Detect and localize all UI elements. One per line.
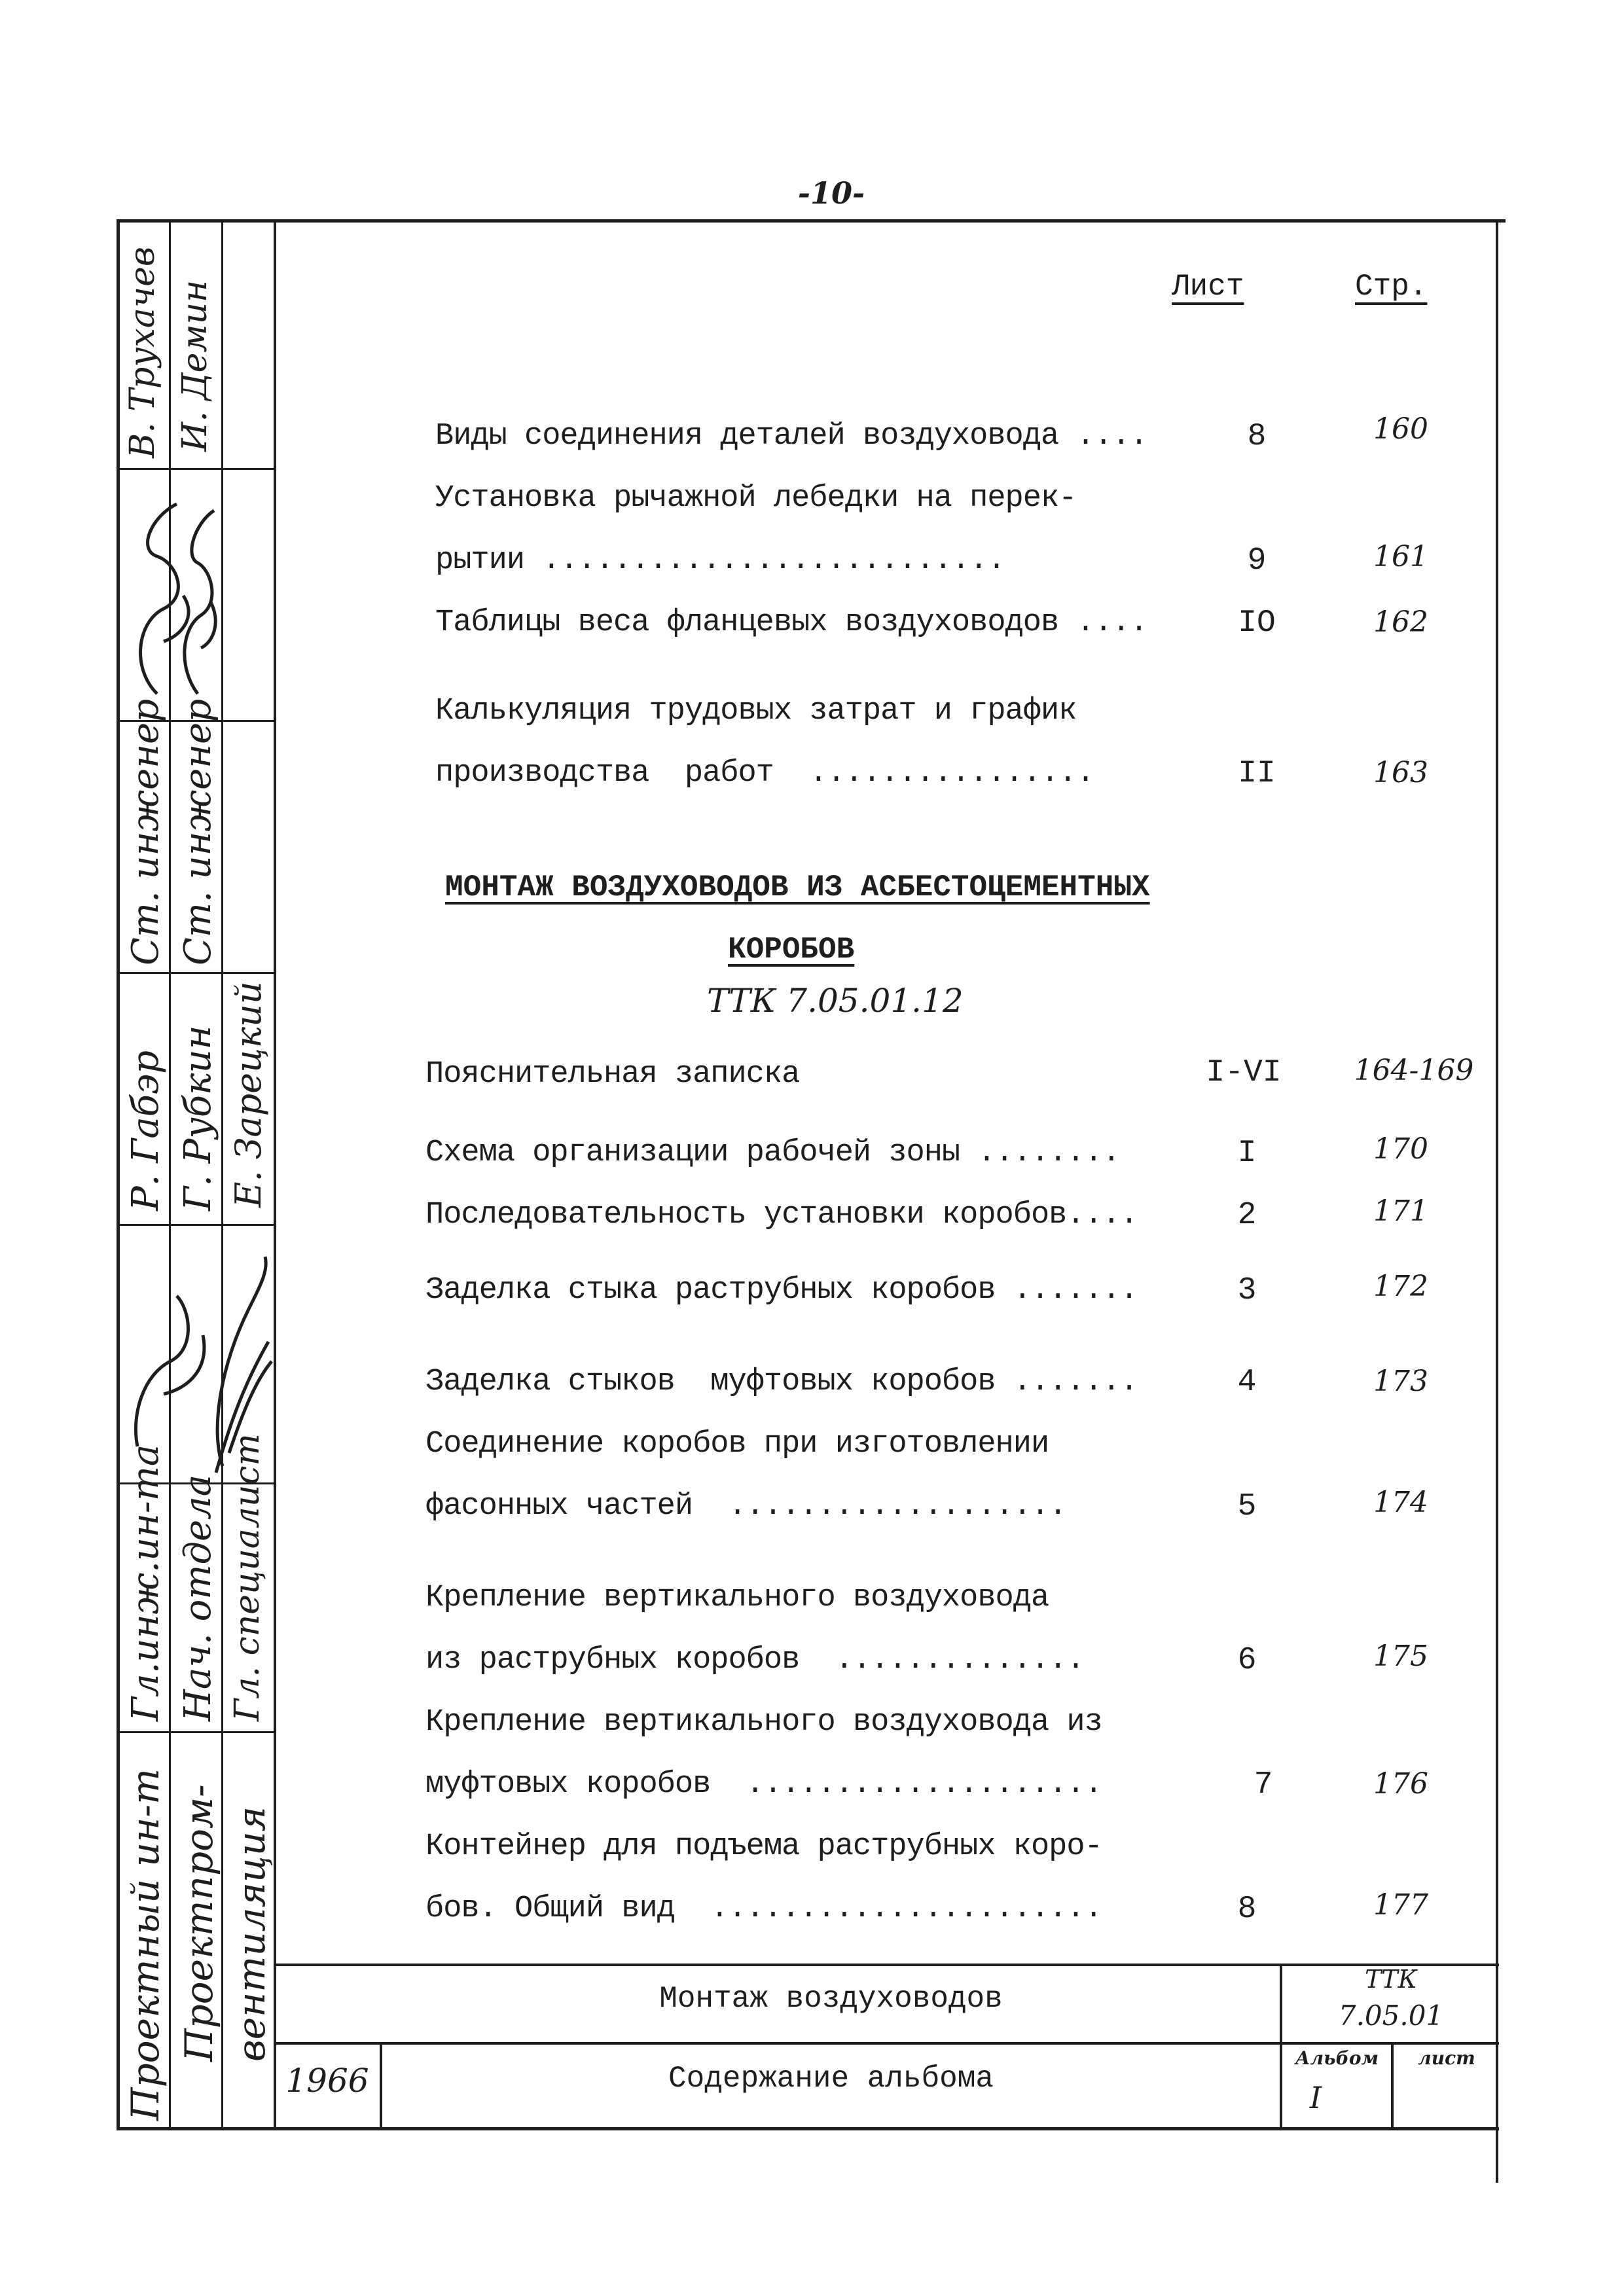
toc-row-title: бов. Общий вид ...................... xyxy=(425,1892,1102,1926)
title-block-year: 1966 xyxy=(285,2062,369,2100)
toc-row-sheet: I-VI xyxy=(1206,1055,1282,1090)
stamp-sep xyxy=(118,1224,275,1226)
toc-row-title: Последовательность установки коробов.... xyxy=(425,1198,1138,1232)
stamp-sep xyxy=(118,1731,275,1733)
toc-row-title: фасонных частей ................... xyxy=(425,1489,1067,1524)
title-block-album-sep xyxy=(1391,2042,1394,2130)
toc-row-sheet: 8 xyxy=(1247,419,1267,454)
toc-row-page: 176 xyxy=(1373,1767,1428,1801)
toc-row-title: из раструбных коробов .............. xyxy=(425,1643,1085,1677)
stamp-role: Ст. инженер xyxy=(177,698,219,965)
toc-row-sheet: 4 xyxy=(1237,1365,1257,1400)
toc-row-page: 177 xyxy=(1373,1888,1428,1922)
title-block-code-label: ТТК xyxy=(1364,1965,1418,1994)
toc-row-title: Установка рычажной лебедки на перек- xyxy=(435,481,1077,516)
toc-row-sheet: I xyxy=(1237,1136,1257,1171)
toc-row-page: 161 xyxy=(1373,540,1428,573)
title-block-album: I xyxy=(1309,2080,1322,2115)
toc-row-title: Схема организации рабочей зоны ........ xyxy=(425,1136,1120,1170)
stamp-name: И. Демин xyxy=(175,279,215,452)
section-title-line1: МОНТАЖ ВОЗДУХОВОДОВ ИЗ АСБЕСТОЦЕМЕНТНЫХ xyxy=(445,870,1150,905)
stamp-role: Гл. специалист xyxy=(228,1433,267,1721)
toc-row-title: Заделка стыка раструбных коробов ....... xyxy=(425,1273,1138,1308)
toc-row-title: Калькуляция трудовых затрат и график xyxy=(435,694,1077,728)
toc-row-sheet: IO xyxy=(1238,605,1276,641)
frame-bottom-line xyxy=(118,2127,1499,2130)
toc-row-page: 173 xyxy=(1373,1365,1428,1398)
toc-row-title: Заделка стыков муфтовых коробов ....... xyxy=(425,1365,1138,1399)
signature-3 xyxy=(118,1230,275,1479)
toc-row-sheet: 6 xyxy=(1237,1643,1257,1678)
column-header-sheet: Лист xyxy=(1172,270,1244,304)
toc-row-page: 162 xyxy=(1373,605,1428,639)
frame-inner-line xyxy=(274,219,276,2130)
toc-row-sheet: 5 xyxy=(1237,1489,1257,1524)
toc-row-page: 171 xyxy=(1373,1194,1428,1228)
stamp-sep xyxy=(118,972,275,974)
toc-row-sheet: 7 xyxy=(1254,1767,1273,1803)
stamp-name: В. Трухачев xyxy=(123,246,162,458)
title-block-title-2: Содержание альбома xyxy=(668,2062,994,2096)
toc-row-page: 164-169 xyxy=(1354,1054,1474,1087)
frame-top-line xyxy=(118,219,1506,223)
toc-row-sheet: 9 xyxy=(1247,543,1267,579)
title-block-code-sep xyxy=(1280,1964,1282,2130)
title-block-album-label: Альбом xyxy=(1295,2047,1379,2069)
stamp-name: Г. Рубкин xyxy=(177,1025,219,1211)
toc-row-page: 163 xyxy=(1373,756,1428,789)
toc-row-title: муфтовых коробов .................... xyxy=(425,1767,1102,1802)
stamp-role: Гл.инж.ин-та xyxy=(124,1444,167,1721)
toc-row-title: Крепление вертикального воздуховода xyxy=(425,1581,1049,1615)
toc-row-title: Контейнер для подъема раструбных коро- xyxy=(425,1829,1102,1864)
toc-row-page: 172 xyxy=(1373,1270,1428,1303)
stamp-sep xyxy=(118,468,275,470)
stamp-name: Е. Зарецкий xyxy=(228,981,269,1208)
toc-row-sheet: 3 xyxy=(1237,1273,1257,1308)
toc-row-title: Таблицы веса фланцевых воздуховодов .... xyxy=(435,605,1148,640)
toc-row-title: Соединение коробов при изготовлении xyxy=(425,1427,1049,1462)
toc-row-title: Пояснительная записка xyxy=(425,1057,800,1092)
stamp-name: Р. Габэр xyxy=(124,1050,167,1211)
toc-row-sheet: II xyxy=(1238,756,1276,791)
stamp-org: вентиляция xyxy=(229,1806,274,2062)
toc-row-page: 170 xyxy=(1373,1132,1428,1166)
section-title-line2: КОРОБОВ xyxy=(728,933,855,967)
toc-row-title: Крепление вертикального воздуховода из xyxy=(425,1705,1102,1740)
toc-row-page: 174 xyxy=(1373,1486,1428,1519)
toc-row-title: производства работ ................ xyxy=(435,756,1094,791)
toc-row-title: рытии .......................... xyxy=(435,543,1005,578)
page-number: -10- xyxy=(797,175,865,211)
toc-row-sheet: 8 xyxy=(1237,1892,1257,1927)
stamp-role: Нач. отдела xyxy=(177,1474,219,1721)
title-block-title-1: Монтаж воздуховодов xyxy=(659,1982,1003,2016)
section-code: ТТК 7.05.01.12 xyxy=(707,982,964,1020)
toc-row-page: 160 xyxy=(1373,412,1428,446)
toc-row-page: 175 xyxy=(1373,1640,1428,1673)
toc-row-sheet: 2 xyxy=(1237,1198,1257,1233)
title-block-code: 7.05.01 xyxy=(1338,2000,1444,2032)
signature-2 xyxy=(171,478,224,707)
stamp-org: Проектпром- xyxy=(177,1784,221,2062)
column-header-page: Стр. xyxy=(1355,270,1428,304)
title-block-sheet-label: лист xyxy=(1418,2047,1475,2069)
stamp-role: Ст. инженер xyxy=(124,698,167,965)
title-block-mid xyxy=(274,2042,1499,2045)
toc-row-title: Виды соединения деталей воздуховода .... xyxy=(435,419,1148,454)
stamp-org: Проектный ин-т xyxy=(123,1768,168,2121)
